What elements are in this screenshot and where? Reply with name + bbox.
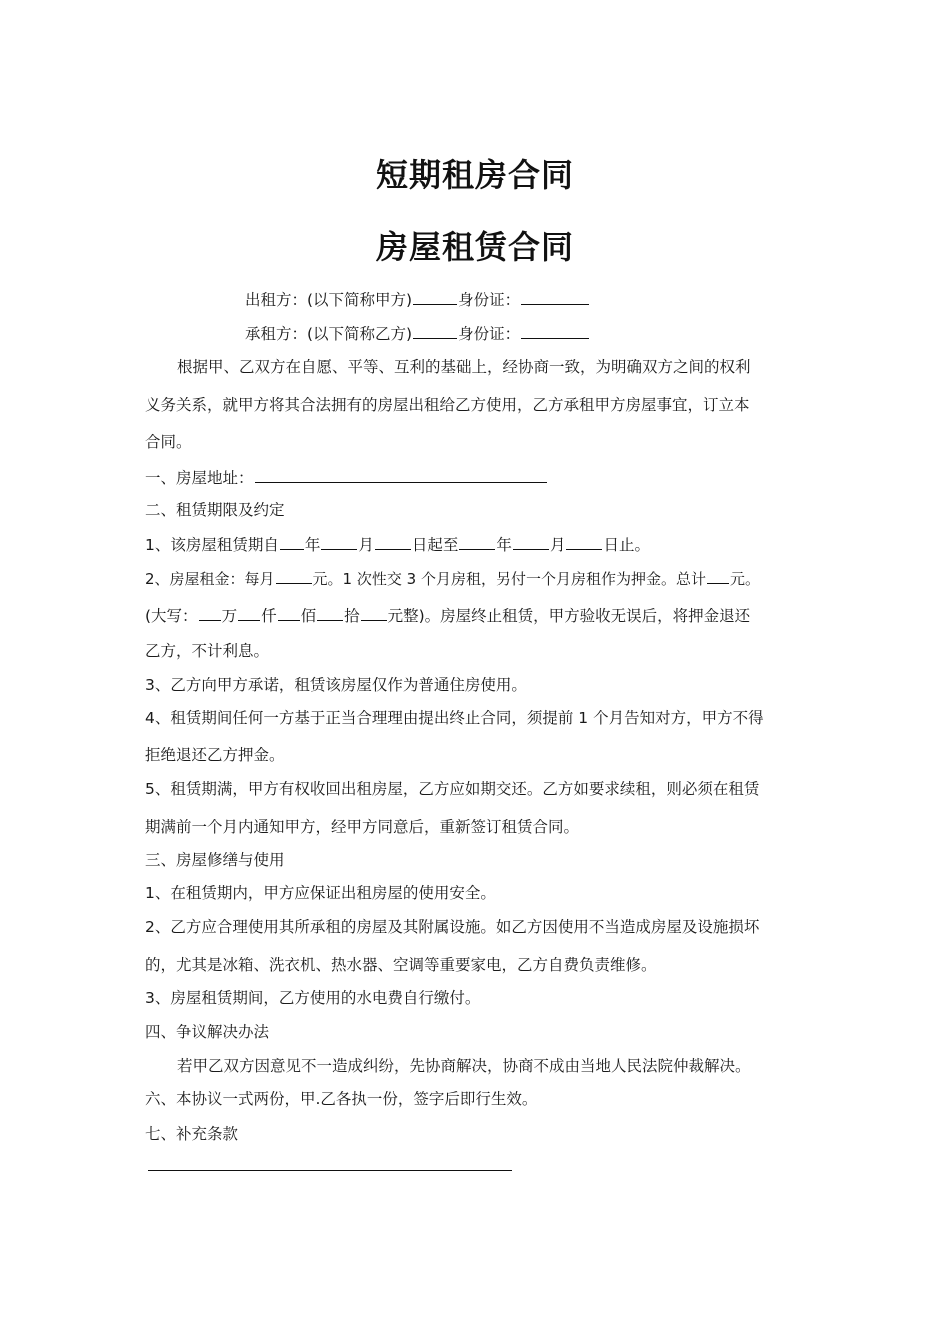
- shi-label: 拾: [344, 607, 360, 625]
- year-label-2: 年: [496, 536, 512, 554]
- clause-2-2b-end: 元整)。房屋终止租赁，甲方验收无误后，将押金退还: [387, 607, 751, 625]
- bai-label: 佰: [300, 607, 317, 625]
- section-3-title: 三、房屋修缮与使用: [145, 851, 285, 869]
- party-a-label: 出租方：(以下简称甲方): [245, 291, 413, 309]
- section-4-body: 若甲乙双方因意见不一造成纠纷，先协商解决，协商不成由当地人民法院仲裁解决。: [177, 1057, 751, 1075]
- month-label-2: 月: [549, 536, 566, 554]
- month-label: 月: [358, 536, 374, 554]
- section-4-title: 四、争议解决办法: [145, 1023, 270, 1041]
- section-1-label: 一、房屋地址：: [145, 469, 254, 487]
- clause-3-1: 1、在租赁期内，甲方应保证出租房屋的使用安全。: [145, 884, 496, 902]
- clause-2-4a: 4、租赁期间任何一方基于正当合理理由提出终止合同，须提前 1 个月告知对方，甲方不得: [145, 709, 764, 727]
- end-year-blank[interactable]: [459, 533, 495, 550]
- year-label: 年: [304, 536, 321, 554]
- address-blank[interactable]: [255, 466, 547, 483]
- total-blank[interactable]: [707, 567, 729, 584]
- end-month-blank[interactable]: [513, 533, 549, 550]
- clause-3-2b: 的，尤其是冰箱、洗衣机、热水器、空调等重要家电，乙方自费负责维修。: [145, 956, 657, 974]
- party-a-id-blank[interactable]: [521, 288, 589, 305]
- clause-2-2b: [145, 604, 750, 626]
- clause-2-2-mid: 元。1 次性交 3 个月房租，另付一个月房租作为押金。总计: [312, 570, 706, 588]
- clause-2-2: [145, 567, 760, 589]
- main-title: 短期租房合同: [375, 156, 574, 194]
- qian-label: 仟: [261, 607, 277, 625]
- party-b-name-blank[interactable]: [413, 322, 457, 339]
- clause-2-5b: 期满前一个月内通知甲方，经甲方同意后，重新签订租赁合同。: [145, 818, 580, 836]
- sub-title: 房屋租赁合同: [375, 228, 574, 266]
- party-a-line: [245, 288, 590, 310]
- clause-2-5a: 5、租赁期满，甲方有权收回出租房屋，乙方应如期交还。乙方如要求续租，则必须在租赁: [145, 780, 760, 798]
- clause-2-2-text: 2、房屋租金：每月: [145, 570, 275, 588]
- clause-2-1: [145, 533, 650, 555]
- clause-3-2a: 2、乙方应合理使用其所承租的房屋及其附属设施。如乙方因使用不当造成房屋及设施损坏: [145, 918, 760, 936]
- bai-blank[interactable]: [278, 604, 300, 621]
- party-b-id-blank[interactable]: [521, 322, 589, 339]
- start-month-blank[interactable]: [321, 533, 357, 550]
- capital-label: (大写：: [145, 607, 198, 625]
- qian-blank[interactable]: [238, 604, 260, 621]
- yuan-blank[interactable]: [361, 604, 387, 621]
- clause-2-3: 3、乙方向甲方承诺，租赁该房屋仅作为普通住房使用。: [145, 676, 527, 694]
- supplementary-blank[interactable]: [148, 1170, 512, 1171]
- intro-line-1: 根据甲、乙双方在自愿、平等、互利的基础上，经协商一致，为明确双方之间的权利: [177, 358, 751, 376]
- intro-line-2: 义务关系，就甲方将其合法拥有的房屋出租给乙方使用，乙方承租甲方房屋事宜，订立本: [145, 396, 750, 414]
- shi-blank[interactable]: [317, 604, 343, 621]
- clause-2-1-text: 1、该房屋租赁期自: [145, 536, 279, 554]
- section-1-title: [145, 466, 548, 488]
- wan-blank[interactable]: [199, 604, 221, 621]
- start-year-blank[interactable]: [280, 533, 304, 550]
- intro-line-3: 合同。: [145, 433, 192, 451]
- section-7-title: 七、补充条款: [145, 1125, 239, 1143]
- wan-label: 万: [221, 607, 238, 625]
- day-end-label: 日止。: [603, 536, 650, 554]
- clause-2-2c: 乙方，不计利息。: [145, 642, 270, 660]
- end-day-blank[interactable]: [566, 533, 602, 550]
- start-day-blank[interactable]: [375, 533, 411, 550]
- section-6: 六、本协议一式两份，甲.乙各执一份，签字后即行生效。: [145, 1090, 538, 1108]
- party-b-id-label: 身份证：: [458, 325, 521, 343]
- clause-3-3: 3、房屋租赁期间，乙方使用的水电费自行缴付。: [145, 989, 481, 1007]
- section-2-title: 二、租赁期限及约定: [145, 501, 285, 519]
- clause-2-2-end: 元。: [729, 570, 760, 588]
- day-to-label: 日起至: [411, 536, 459, 554]
- party-b-line: [245, 322, 590, 344]
- monthly-rent-blank[interactable]: [276, 567, 312, 584]
- party-b-label: 承租方：(以下简称乙方): [245, 325, 413, 343]
- clause-2-4b: 拒绝退还乙方押金。: [145, 746, 285, 764]
- party-a-id-label: 身份证：: [458, 291, 521, 309]
- party-a-name-blank[interactable]: [413, 288, 457, 305]
